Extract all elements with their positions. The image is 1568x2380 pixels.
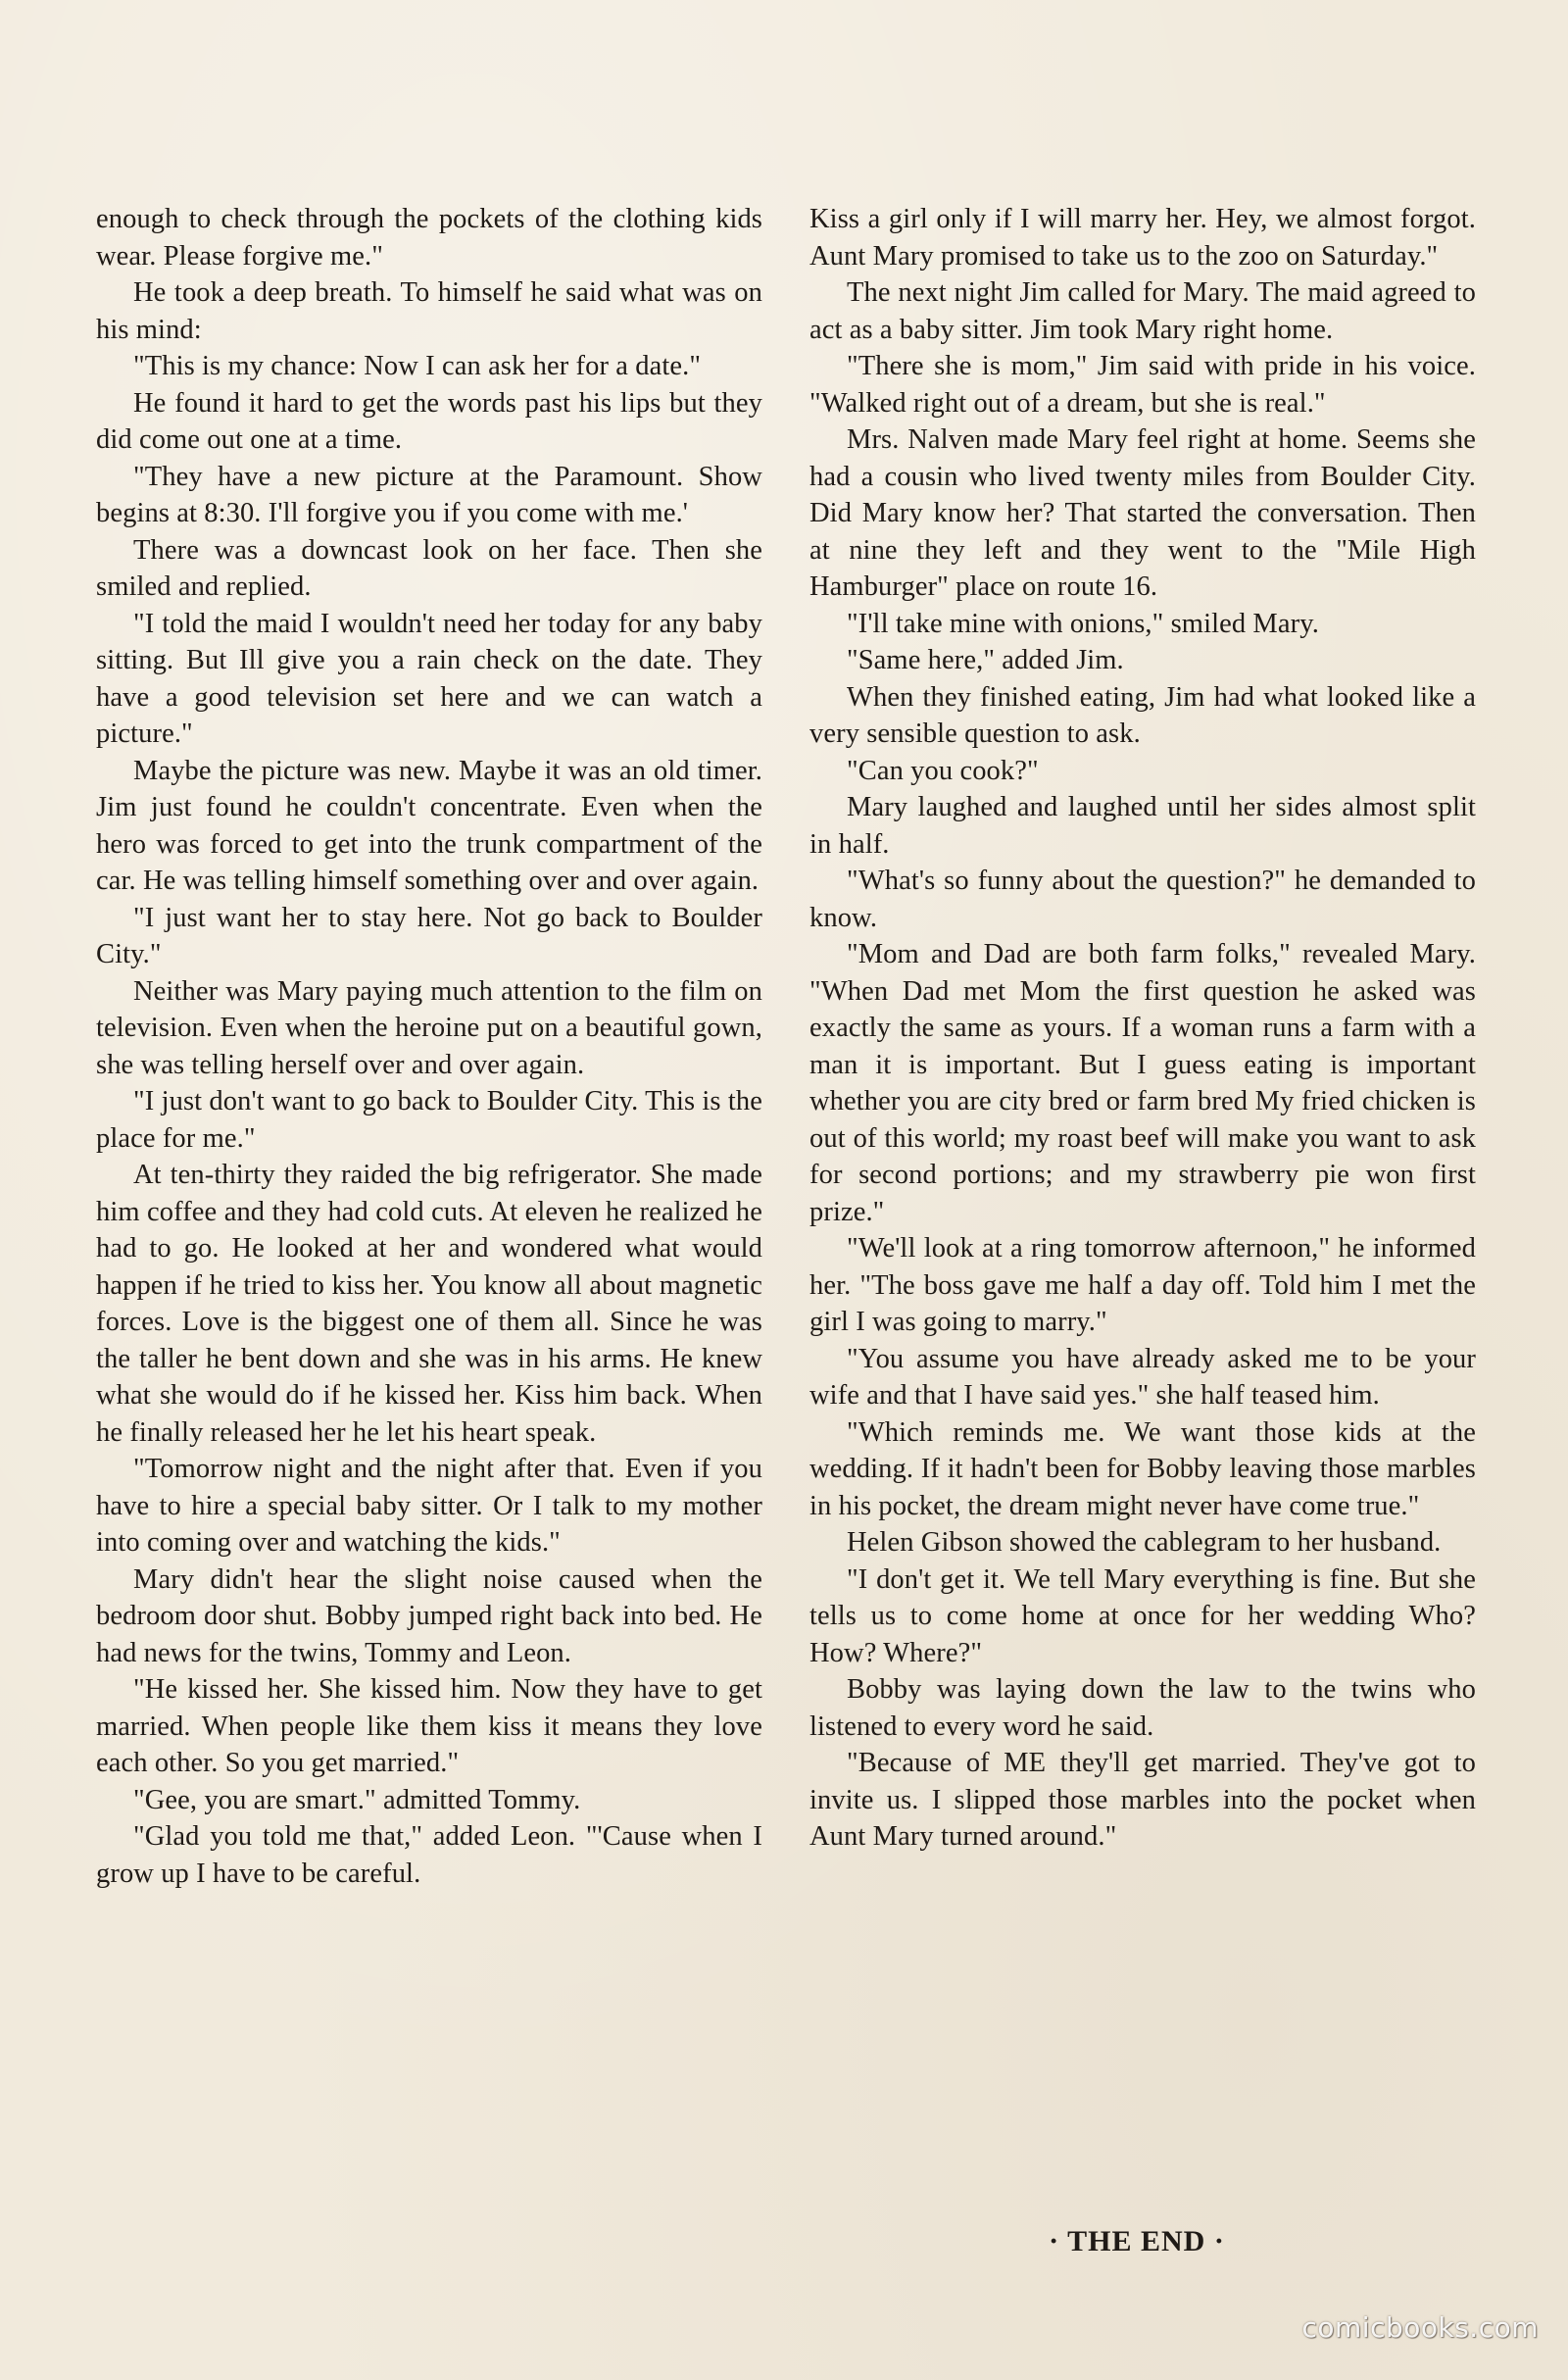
left-text-column <box>96 201 762 1892</box>
paragraph: The next night Jim called for Mary. The maid agreed to act as a baby sitter. Jim took Mary right home. <box>809 277 1476 345</box>
paragraph: "I'll take mine with onions," smiled Mary. <box>847 608 1319 639</box>
paragraph: Mrs. Nalven made Mary feel right at home. Seems she had a cousin who lived twenty miles from Boulder City. Did Mary know her? That started the conversation. Then at nine they left and they went to the "Mile High Hamburger" place on route 16. <box>809 424 1476 602</box>
paragraph: Neither was Mary paying much attention to the film on television. Even when the heroine put on a beautiful gown, she was telling herself over and over again. <box>96 975 762 1080</box>
paragraph: "Because of ME they'll get married. They've got to invite us. I slipped those marbles into the pocket when Aunt Mary turned around." <box>809 1748 1476 1852</box>
paragraph: "What's so funny about the question?" he demanded to know. <box>809 866 1476 933</box>
site-watermark: comicbooks.com <box>1301 2311 1539 2344</box>
right-text-column <box>809 201 1476 1856</box>
paragraph: At ten-thirty they raided the big refrigerator. She made him coffee and they had cold cuts. At eleven he realized he had to go. He looked at her and wondered what would happen if he tried to kiss her. You know all about magnetic forces. Love is the biggest one of them all. Since he was the taller he bent down and she was in his arms. He knew what she would do if he kissed her. Kiss him back. When he finally released her he let his heart speak. <box>96 1160 762 1448</box>
paragraph: Maybe the picture was new. Maybe it was an old timer. Jim just found he couldn't concentrate. Even when the hero was forced to get into the trunk compartment of the car. He was telling himself something over and over again. <box>96 755 762 896</box>
paragraph: He found it hard to get the words past his lips but they did come out one at a time. <box>96 387 762 455</box>
paragraph: "I don't get it. We tell Mary everything is fine. But she tells us to come home at once for her wedding Who? How? Where?" <box>809 1563 1476 1668</box>
paragraph: "They have a new picture at the Paramount. Show begins at 8:30. I'll forgive you if you come with me.' <box>96 461 762 528</box>
paragraph: "Can you cook?" <box>847 755 1039 786</box>
paragraph: "This is my chance: Now I can ask her for a date." <box>133 351 702 381</box>
paragraph: "Tomorrow night and the night after that. Even if you have to hire a special baby sitter. Or I talk to my mother into coming over and watching the kids." <box>96 1454 762 1558</box>
end-dot-left: · <box>1049 2225 1060 2257</box>
paragraph: "Which reminds me. We want those kids at the wedding. If it hadn't been for Bobby leaving those marbles in his pocket, the dream might never have come true." <box>809 1416 1476 1521</box>
paragraph: Mary didn't hear the slight noise caused when the bedroom door shut. Bobby jumped right back into bed. He had news for the twins, Tommy and Leon. <box>96 1563 762 1668</box>
the-end-label <box>990 2225 1284 2258</box>
paragraph: Bobby was laying down the law to the twins who listened to every word he said. <box>809 1674 1476 1742</box>
paragraph: enough to check through the pockets of the clothing kids wear. Please forgive me." <box>96 204 762 272</box>
paragraph: "I told the maid I wouldn't need her today for any baby sitting. But Ill give you a rain check on the date. They have a good television set here and we can watch a picture." <box>96 608 762 749</box>
paragraph: "There she is mom," Jim said with pride in his voice. "Walked right out of a dream, but she is real." <box>809 351 1476 419</box>
paragraph: He took a deep breath. To himself he said what was on his mind: <box>96 277 762 345</box>
end-dot-right: · <box>1213 2225 1225 2257</box>
paragraph: "I just don't want to go back to Boulder City. This is the place for me." <box>96 1086 762 1154</box>
paragraph: "I just want her to stay here. Not go back to Boulder City." <box>96 902 762 969</box>
paragraph: "Same here," added Jim. <box>847 645 1124 675</box>
paragraph: "He kissed her. She kissed him. Now they have to get married. When people like them kiss it means they love each other. So you get married." <box>96 1674 762 1778</box>
paragraph: Helen Gibson showed the cablegram to her husband. <box>847 1527 1442 1558</box>
paragraph: "Glad you told me that," added Leon. "'Cause when I grow up I have to be careful. <box>96 1821 762 1889</box>
paragraph: "Gee, you are smart." admitted Tommy. <box>133 1784 581 1815</box>
paragraph: Kiss a girl only if I will marry her. Hey, we almost forgot. Aunt Mary promised to take us to the zoo on Saturday." <box>809 204 1476 272</box>
paragraph: "Mom and Dad are both farm folks," revealed Mary. "When Dad met Mom the first question he asked was exactly the same as yours. If a woman runs a farm with a man it is important. But I guess eating is important whether you are city bred or farm bred My fried chicken is out of this world; my roast beef will make you want to ask for second portions; and my strawberry pie won first prize." <box>809 939 1476 1227</box>
end-text: THE END <box>1067 2225 1206 2257</box>
paragraph: "We'll look at a ring tomorrow afternoon," he informed her. "The boss gave me half a day off. Told him I met the girl I was going to marry." <box>809 1233 1476 1337</box>
paragraph: When they finished eating, Jim had what looked like a very sensible question to ask. <box>809 681 1476 749</box>
paragraph: "You assume you have already asked me to be your wife and that I have said yes." she half teased him. <box>809 1343 1476 1411</box>
paragraph: There was a downcast look on her face. Then she smiled and replied. <box>96 534 762 602</box>
paragraph: Mary laughed and laughed until her sides almost split in half. <box>809 792 1476 860</box>
